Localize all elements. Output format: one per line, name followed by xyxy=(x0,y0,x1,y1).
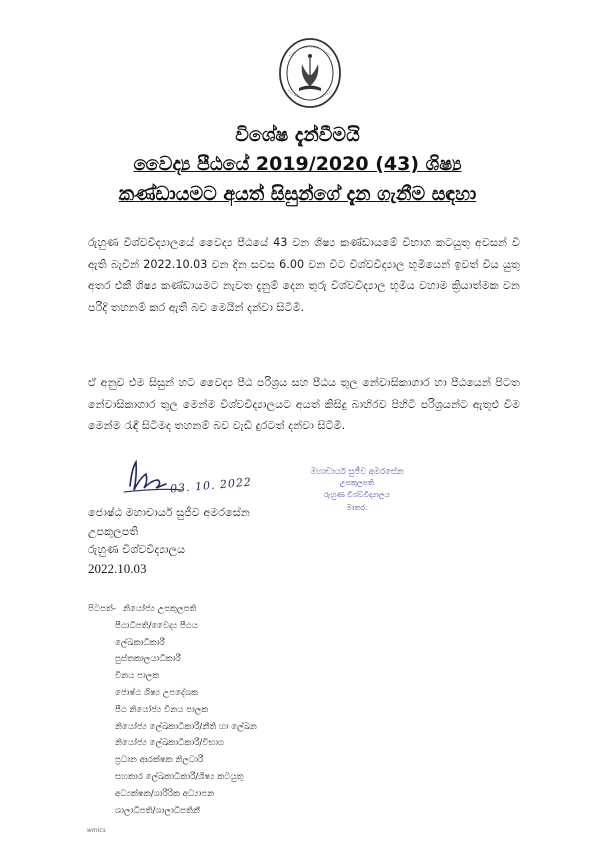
body-paragraph-2: ඒ අනුව එම සිසුන් හට වෛද්‍ය පීඨ පරිශ්‍රය සහ පීඨය තුල නේවාසිකාගාර හා පීඨයෙන් පිටත නේවාසිකාගාර තුල මෙන්ම විශ්වවිද්‍යාලයට අයත් කිසිදු බාහිරව පිහිටි පරිශ්‍රයන්ට ඇතුළු වීම මෙන්ම රැඳී සිටීමද තහනම් බව වැඩි දුරටත් දන්වා සිටිමි. xyxy=(88,376,520,432)
official-stamp xyxy=(292,465,422,514)
copies-recipient: පුස්තකාලයාධිකාරී xyxy=(115,654,181,665)
stamp-line: රුහුණ විශ්වවිද්‍යාලය xyxy=(324,490,390,500)
university-seal-icon xyxy=(277,36,343,110)
signer-name: ජොෂ්ඨ මහාචාර්ය සුජීව අමරසේන xyxy=(88,506,250,519)
notice-heading: විශේෂ දැන්වීමයි xyxy=(235,124,360,146)
footer-initials: wmlcs xyxy=(87,827,106,834)
signer-date: 2022.10.03 xyxy=(88,560,147,576)
copies-label: පිටපත්- xyxy=(88,604,116,614)
copies-recipient: පීඨ නියෝජ්‍ය විනය පාලක xyxy=(115,704,209,715)
copies-recipient: නියෝජ්‍ය උපකුලපති xyxy=(123,604,197,614)
copies-recipient: අධ්‍යක්ෂක/ශාරීරික අධ්‍යාපන xyxy=(115,788,215,799)
copies-recipient: විනය පාලක xyxy=(115,671,160,682)
copies-recipient: ලේඛකාධිකාරී xyxy=(115,637,165,648)
stamp-line: උපකුලපති xyxy=(339,478,375,488)
handwritten-date: 03. 10. 2022 xyxy=(169,475,253,496)
stamp-line: මහාචාර්ය සුජීව අමරසේන xyxy=(310,466,404,476)
copies-recipient: ප්‍රධාන ආරක්ෂක නිලධාරී xyxy=(115,755,204,766)
signer-title: උපකුලපති xyxy=(88,524,139,538)
copies-recipient: ශාලාධිපති/ශාලාධිපතිනී xyxy=(115,805,200,816)
signer-block xyxy=(88,504,250,578)
notice-subheading-2: කණ්ඩායමට අයත් සිසුන්ගේ දැන ගැනීම සඳහා xyxy=(118,183,477,205)
copies-recipient: නියෝජ්‍ය ලේඛකාධිකාරී/නීති හා ලේඛන xyxy=(115,721,257,732)
stamp-line: මාතර. xyxy=(346,502,368,512)
copies-recipient: නියෝජ්‍ය ලේඛකාධිකාරී/විභාග xyxy=(115,738,225,749)
body-paragraph-1: රුහුණ විශ්වවිද්‍යාලයේ වෛද්‍ය පීඨයේ 43 වන ශිෂ්‍ය කණ්ඩායමේ විභාග කටයුතු අවසන් වී ඇති බැවින් 2022.10.03 වන දින සවස 6.00 වන විට විශ්වවිද්‍යාල භූමියෙන් ඉවත් විය යුතු අතර එකී ශිෂ්‍ය කණ්ඩායමට නැවත දැනුම් දෙන තුරු විශ්වවිද්‍යාල භූමිය වහාම ක්‍රියාත්මක වන පරිදි තහනම් කර ඇති බව මෙයින් දන්වා සිටිමි. xyxy=(88,236,520,314)
signer-institution: රුහුණ විශ්වවිද්‍යාලය xyxy=(88,543,186,556)
copies-recipient: සහකාර ලේඛකාධිකාරී/ශිෂ්‍ය කටයුතු xyxy=(115,772,244,782)
copies-recipient: ජොෂ්ඨ ශිෂ්‍ය උපදේශක xyxy=(115,688,198,698)
copies-recipient: පීඨාධිපති/වෛද්‍ය පීඨය xyxy=(115,620,198,631)
notice-subheading: වෛද්‍ය පීඨයේ 2019/2020 (43) ශිෂ්‍ය xyxy=(133,153,462,175)
